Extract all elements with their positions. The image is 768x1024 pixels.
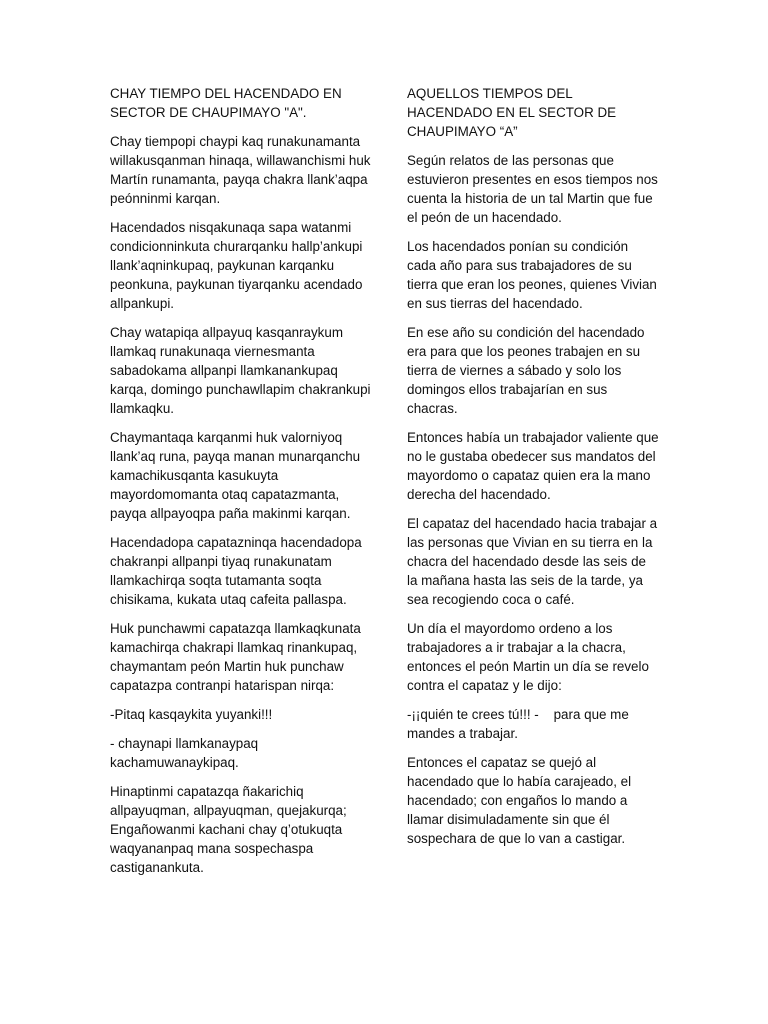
quechua-title: CHAY TIEMPO DEL HACENDADO EN SECTOR DE CHAUPIMAYO "A". xyxy=(110,86,342,120)
spanish-paragraph-1: Según relatos de las personas que estuvieron presentes en esos tiempos nos cuenta la historia de un tal Martin que fue el peón de un hacendado. xyxy=(407,153,658,225)
quechua-paragraph-6: Huk punchawmi capatazqa llamkaqkunata kamachirqa chakrapi llamkaq rinankupaq, chaymantam peón Martin huk punchaw capatazpa contranpi hatarispan nirqa: xyxy=(110,621,361,693)
spanish-paragraph-2: Los hacendados ponían su condición cada año para sus trabajadores de su tierra que eran los peones, quienes Vivian en sus tierras del hacendado. xyxy=(407,239,657,311)
spanish-paragraph-7: Entonces el capataz se quejó al hacendado que lo había carajeado, el hacendado; con engaños lo mando a llamar disimuladamente sin que él sospechara de que lo van a castigar. xyxy=(407,755,632,846)
spanish-paragraph-5: El capataz del hacendado hacia trabajar a las personas que Vivian en su tierra en la chacra del hacendado desde las seis de la mañana hasta las seis de la tarde, ya sea recogiendo coca o café. xyxy=(407,516,658,607)
spanish-paragraph-6: Un día el mayordomo ordeno a los trabajadores a ir trabajar a la chacra, entonces el peón Martin un día se revelo contra el capataz y le dijo: xyxy=(407,621,649,693)
spanish-column xyxy=(407,84,659,858)
quechua-dialogue-1: -Pitaq kasqaykita yuyanki!!! xyxy=(110,707,273,722)
spanish-dialogue: -¡¡quién te crees tú!!! - para que me mandes a trabajar. xyxy=(407,707,633,741)
spanish-paragraph-4: Entonces había un trabajador valiente que no le gustaba obedecer sus mandatos del mayordomo o capataz quien era la mano derecha del hacendado. xyxy=(407,430,659,502)
quechua-paragraph-7: Hinaptinmi capatazqa ñakarichiq allpayuqman, allpayuqman, quejakurqa; Engañowanmi kachani chay q’otukuqta waqyananpaq mana sospechaspa castiganankuta. xyxy=(110,784,347,875)
quechua-paragraph-5: Hacendadopa capatazninqa hacendadopa chakranpi allpanpi tiyaq runakunatam llamkachirqa soqta tutamanta soqta chisikama, kukata utaq cafeita pallaspa. xyxy=(110,535,362,607)
spanish-title: AQUELLOS TIEMPOS DEL HACENDADO EN EL SECTOR DE CHAUPIMAYO “A” xyxy=(407,86,617,139)
quechua-dialogue-2: - chaynapi llamkanaypaq kachamuwanaykipaq. xyxy=(110,736,259,770)
quechua-paragraph-4: Chaymantaqa karqanmi huk valorniyoq llank’aq runa, payqa manan munarqanchu kamachikusqanta kasukuyta mayordomomanta otaq capatazmanta, payqa allpayoqpa paña makinmi karqan. xyxy=(110,430,361,521)
spanish-paragraph-3: En ese año su condición del hacendado era para que los peones trabajen en su tierra de viernes a sábado y solo los domingos ellos trabajarían en sus chacras. xyxy=(407,325,645,416)
quechua-paragraph-2: Hacendados nisqakunaqa sapa watanmi condicionninkuta churarqanku hallp’ankupi llank’aqninkupaq, paykunan karqanku peonkuna, paykunan tiyarqanku acendado allpankupi. xyxy=(110,220,363,311)
quechua-paragraph-3: Chay watapiqa allpayuq kasqanraykum llamkaq runakunaqa viernesmanta sabadokama allpanpi llamkanankupaq karqa, domingo punchawllapim chakrankupi llamkaqku. xyxy=(110,325,371,416)
quechua-column xyxy=(110,84,372,887)
quechua-paragraph-1: Chay tiempopi chaypi kaq runakunamanta willakusqanman hinaqa, willawanchismi huk Martín runamanta, payqa chakra llank’aqpa peónninmi karqan. xyxy=(110,134,371,206)
